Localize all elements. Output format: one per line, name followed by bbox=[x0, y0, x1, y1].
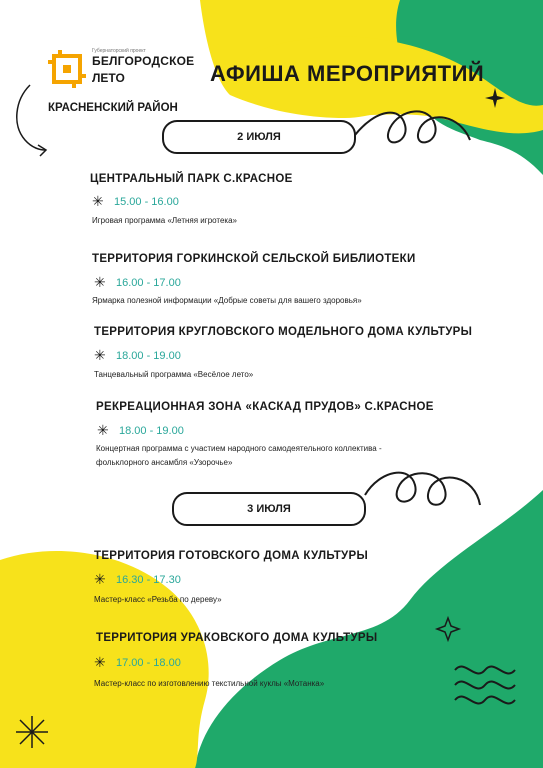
asterisk-icon: ✳ bbox=[94, 571, 106, 587]
event-time: 18.00 - 19.00 bbox=[119, 424, 184, 437]
event-description: Концертная программа с участием народного самодеятельного коллектива - фольклорного ансамбля «Узорочье» bbox=[96, 444, 382, 467]
project-label: Губернаторский проект bbox=[92, 48, 146, 54]
event-time: 15.00 - 16.00 bbox=[114, 195, 179, 208]
event-venue: ЦЕНТРАЛЬНЫЙ ПАРК С.КРАСНОЕ bbox=[90, 173, 293, 185]
event-venue: ТЕРРИТОРИЯ ГОРКИНСКОЙ СЕЛЬСКОЙ БИБЛИОТЕКИ bbox=[92, 253, 416, 265]
event-time: 16.00 - 17.00 bbox=[116, 276, 181, 289]
event-time-row bbox=[92, 193, 179, 210]
event-venue: РЕКРЕАЦИОННАЯ ЗОНА «КАСКАД ПРУДОВ» С.КРАСНОЕ bbox=[96, 401, 434, 413]
event-venue: ТЕРРИТОРИЯ КРУГЛОВСКОГО МОДЕЛЬНОГО ДОМА КУЛЬТУРЫ bbox=[94, 326, 473, 338]
asterisk-icon: ✳ bbox=[92, 193, 104, 209]
asterisk-icon: ✳ bbox=[97, 422, 109, 438]
event-time-row bbox=[94, 347, 181, 364]
event-time-row bbox=[94, 654, 181, 671]
date-label: 2 ИЮЛЯ bbox=[237, 131, 281, 143]
district-name: КРАСНЕНСКИЙ РАЙОН bbox=[48, 102, 178, 114]
asterisk-icon: ✳ bbox=[94, 347, 106, 363]
event-time: 17.00 - 18.00 bbox=[116, 656, 181, 669]
date-pill-day2 bbox=[172, 492, 366, 526]
event-description: Мастер-класс «Резьба по дереву» bbox=[94, 595, 222, 604]
event-venue: ТЕРРИТОРИЯ УРАКОВСКОГО ДОМА КУЛЬТУРЫ bbox=[96, 632, 378, 644]
asterisk-icon: ✳ bbox=[94, 654, 106, 670]
event-time: 16.30 - 17.30 bbox=[116, 573, 181, 586]
curved-arrow bbox=[17, 85, 45, 150]
asterisk-bottom-left bbox=[16, 716, 48, 748]
bottom-green-blob bbox=[195, 490, 543, 768]
event-description: Танцевальный программа «Весёлое лето» bbox=[94, 370, 254, 379]
date-pill-day1 bbox=[162, 120, 356, 154]
event-time-row bbox=[94, 274, 181, 291]
event-time-row bbox=[97, 422, 184, 439]
belgorod-summer-logo-icon bbox=[48, 50, 86, 88]
loop-scribble-bottom bbox=[365, 473, 480, 505]
event-time: 18.00 - 19.00 bbox=[116, 349, 181, 362]
event-description: Ярмарка полезной информации «Добрые советы для вашего здоровья» bbox=[92, 296, 362, 305]
logo-text-line2: ЛЕТО bbox=[92, 71, 125, 85]
event-description: Игровая программа «Летняя игротека» bbox=[92, 216, 238, 225]
date-label: 3 ИЮЛЯ bbox=[247, 503, 291, 515]
logo-text-line1: БЕЛГОРОДСКОЕ bbox=[92, 54, 195, 68]
page-title: АФИША МЕРОПРИЯТИЙ bbox=[210, 61, 485, 86]
event-description: Мастер-класс по изготовлению текстильной куклы «Мотанка» bbox=[94, 679, 325, 688]
event-time-row bbox=[94, 571, 181, 588]
event-venue: ТЕРРИТОРИЯ ГОТОВСКОГО ДОМА КУЛЬТУРЫ bbox=[94, 550, 369, 562]
asterisk-icon: ✳ bbox=[94, 274, 106, 290]
